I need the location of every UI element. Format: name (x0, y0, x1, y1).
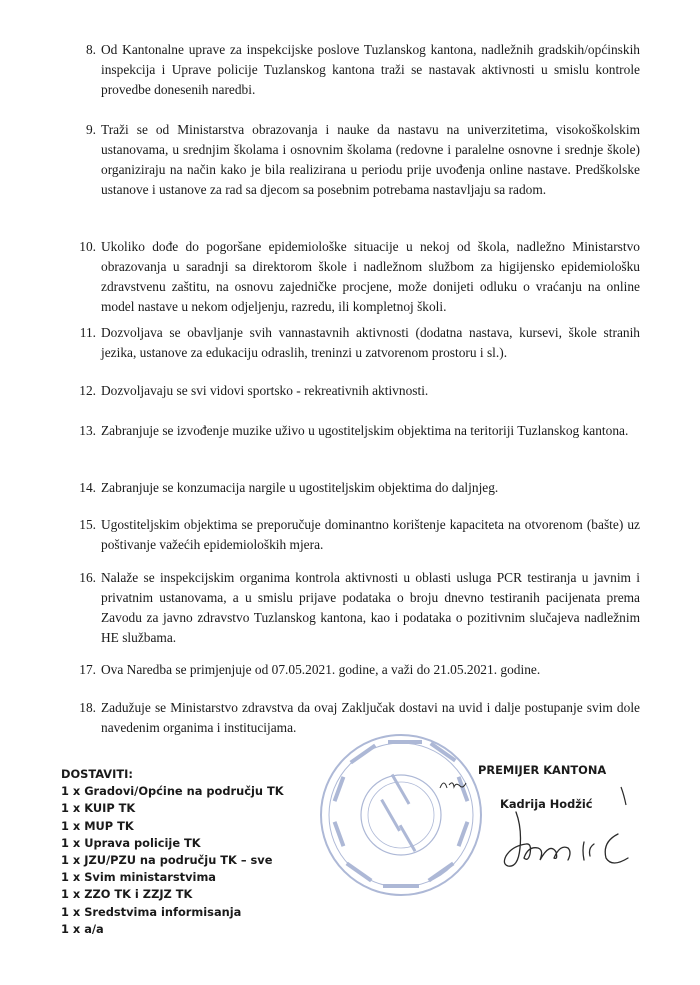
distribution-line: 1 x KUIP TK (61, 801, 136, 816)
distribution-line: 1 x MUP TK (61, 818, 134, 833)
item-number: 14. (79, 480, 96, 495)
distribution-line: 1 x Uprava policije TK (61, 835, 201, 850)
item-text: Ukoliko dođe do pogoršane epidemiološke situacije u nekoj od škola, nadležno Ministarstvo obrazovanja u saradnji sa direktorom škole i nadležnom službom za higijensko epidemiološku zdravstvenu zaštitu, na osnovu zajedničke procjene, može donijeti odluku o vraćanju na online model nastave u nekom odjeljenju, razredu, ili kompletnoj školi. (101, 239, 640, 314)
item-text: Dozvoljavaju se svi vidovi sportsko - rekreativnih aktivnosti. (101, 383, 429, 398)
distribution-list (61, 766, 361, 938)
item-text: Dozvoljava se obavljanje svih vannastavnih aktivnosti (dodatna nastava, kursevi, škole stranih jezika, ustanove za edukaciju odraslih, treninzi u zatvorenom prostoru i sl.). (101, 325, 640, 360)
item-number: 15. (79, 517, 96, 532)
signatory-name: Kadrija Hodžić (500, 797, 593, 811)
check-mark-icon (618, 785, 632, 807)
item-number: 16. (79, 570, 96, 585)
distribution-line: 1 x Gradovi/Općine na području TK (61, 784, 284, 799)
distribution-line: 1 x Svim ministarstvima (61, 870, 216, 885)
item-text: Ova Naredba se primjenjuje od 07.05.2021. godine, a važi do 21.05.2021. godine. (101, 662, 541, 677)
item-text: Ugostiteljskim objektima se preporučuje dominantno korištenje kapaciteta na otvorenom (bašte) uz poštivanje važećih epidemioloških mjera. (101, 517, 640, 552)
distribution-line: 1 x ZZO TK i ZZJZ TK (61, 887, 193, 902)
item-number: 18. (79, 700, 96, 715)
item-number: 12. (79, 383, 96, 398)
item-text: Zabranjuje se konzumacija nargile u ugostiteljskim objektima do daljnjeg. (101, 480, 499, 495)
handwritten-initials (438, 776, 468, 792)
handwritten-signature (498, 808, 648, 878)
item-number: 13. (79, 423, 96, 438)
item-number: 8. (85, 42, 96, 57)
distribution-line: 1 x Sredstvima informisanja (61, 904, 242, 919)
item-text: Od Kantonalne uprave za inspekcijske poslove Tuzlanskog kantona, nadležnih gradskih/općinskih inspekcija i Uprave policije Tuzlanskog kantona traži se nastavak aktivnosti u smislu kontrole provedbe donesenih naredbi. (101, 42, 640, 97)
distribution-line: 1 x JZU/PZU na području TK – sve (61, 853, 273, 868)
signatory-title: PREMIJER KANTONA (478, 763, 607, 777)
item-number: 10. (79, 239, 96, 254)
item-text: Traži se od Ministarstva obrazovanja i nauke da nastavu na univerzitetima, visokoškolskim ustanovama, u srednjim školama i osnovnim školama (redovne i paralelne osnovne i srednje škole) organiziraju na način kako je bila realizirana u periodu prije uvođenja online nastave. Predškolske ustanove i ustanove za rad sa djecom sa posebnim potrebama nastavljaju sa radom. (101, 122, 640, 197)
item-text: Nalaže se inspekcijskim organima kontrola aktivnosti u oblasti usluga PCR testiranja u javnim i privatnim ustanovama, a u smislu prijave podataka o broju dnevno testiranih pacijenata prema Zavodu za javno zdravstvo Tuzlanskog kantona, kao i podataka o pozitivnim slučajeva nadležnim HE službama. (101, 570, 640, 645)
distribution-heading: DOSTAVITI: (61, 767, 133, 781)
item-number: 11. (79, 325, 96, 340)
item-number: 17. (79, 662, 96, 677)
item-text: Zabranjuje se izvođenje muzike uživo u ugostiteljskim objektima na teritoriji Tuzlanskog kantona. (101, 423, 629, 438)
distribution-line: 1 x a/a (61, 921, 104, 936)
item-number: 9. (85, 122, 96, 137)
item-text: Zadužuje se Ministarstvo zdravstva da ovaj Zaključak dostavi na uvid i dalje postupanje svim dole navedenim organima i institucijama. (101, 700, 640, 735)
